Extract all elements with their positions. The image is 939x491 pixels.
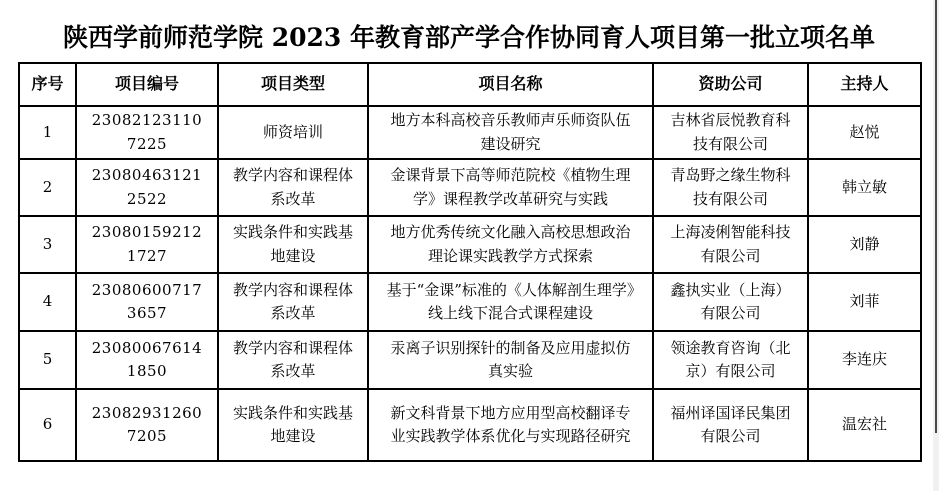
cell-leader: 温宏社 xyxy=(808,389,921,461)
table-row xyxy=(19,216,921,273)
cell-seq: 2 xyxy=(19,159,76,216)
cell-project-name: 基于“金课”标准的《人体解剖生理学》线上线下混合式课程建设 xyxy=(368,273,653,331)
cell-project-name: 地方本科高校音乐教师声乐师资队伍建设研究 xyxy=(368,106,653,159)
cell-project-name: 汞离子识别探针的制备及应用虚拟仿真实验 xyxy=(368,331,653,389)
cell-project-name: 地方优秀传统文化融入高校思想政治理论课实践教学方式探索 xyxy=(368,216,653,273)
cell-project-id: 230806007173657 xyxy=(76,273,218,331)
table-row xyxy=(19,106,921,159)
cell-project-type: 师资培训 xyxy=(218,106,368,159)
projects-table xyxy=(18,62,922,462)
cell-sponsor-company: 上海凌俐智能科技有限公司 xyxy=(653,216,808,273)
table-row xyxy=(19,159,921,216)
cell-sponsor-company: 鑫执实业（上海）有限公司 xyxy=(653,273,808,331)
cell-project-id: 230829312607205 xyxy=(76,389,218,461)
header-row xyxy=(19,63,921,106)
cell-leader: 刘静 xyxy=(808,216,921,273)
column-header-project-type: 项目类型 xyxy=(218,63,368,106)
projects-table-header xyxy=(19,63,921,106)
cell-project-id: 230821231107225 xyxy=(76,106,218,159)
cell-project-id: 230804631212522 xyxy=(76,159,218,216)
page-edge-shadow xyxy=(935,0,937,433)
cell-sponsor-company: 吉林省辰悦教育科技有限公司 xyxy=(653,106,808,159)
cell-project-id: 230801592121727 xyxy=(76,216,218,273)
cell-project-type: 教学内容和课程体系改革 xyxy=(218,331,368,389)
cell-sponsor-company: 领途教育咨询（北京）有限公司 xyxy=(653,331,808,389)
cell-seq: 3 xyxy=(19,216,76,273)
cell-project-name: 新文科背景下地方应用型高校翻译专业实践教学体系优化与实现路径研究 xyxy=(368,389,653,461)
cell-leader: 刘菲 xyxy=(808,273,921,331)
cell-seq: 1 xyxy=(19,106,76,159)
cell-sponsor-company: 福州译国译民集团有限公司 xyxy=(653,389,808,461)
projects-table-body xyxy=(19,106,921,461)
column-header-seq: 序号 xyxy=(19,63,76,106)
cell-seq: 4 xyxy=(19,273,76,331)
column-header-project-name: 项目名称 xyxy=(368,63,653,106)
cell-seq: 5 xyxy=(19,331,76,389)
cell-sponsor-company: 青岛野之缘生物科技有限公司 xyxy=(653,159,808,216)
cell-project-type: 教学内容和课程体系改革 xyxy=(218,159,368,216)
column-header-project-id: 项目编号 xyxy=(76,63,218,106)
column-header-sponsor-company: 资助公司 xyxy=(653,63,808,106)
cell-leader: 赵悦 xyxy=(808,106,921,159)
table-row xyxy=(19,273,921,331)
cell-seq: 6 xyxy=(19,389,76,461)
cell-project-type: 实践条件和实践基地建设 xyxy=(218,389,368,461)
table-row xyxy=(19,389,921,461)
cell-project-id: 230800676141850 xyxy=(76,331,218,389)
column-header-leader: 主持人 xyxy=(808,63,921,106)
cell-project-type: 实践条件和实践基地建设 xyxy=(218,216,368,273)
cell-leader: 李连庆 xyxy=(808,331,921,389)
page-right-edge xyxy=(933,0,939,491)
cell-project-name: 金课背景下高等师范院校《植物生理学》课程教学改革研究与实践 xyxy=(368,159,653,216)
cell-project-type: 教学内容和课程体系改革 xyxy=(218,273,368,331)
document-title: 陕西学前师范学院 2023 年教育部产学合作协同育人项目第一批立项名单 xyxy=(63,23,875,52)
table-row xyxy=(19,331,921,389)
cell-leader: 韩立敏 xyxy=(808,159,921,216)
